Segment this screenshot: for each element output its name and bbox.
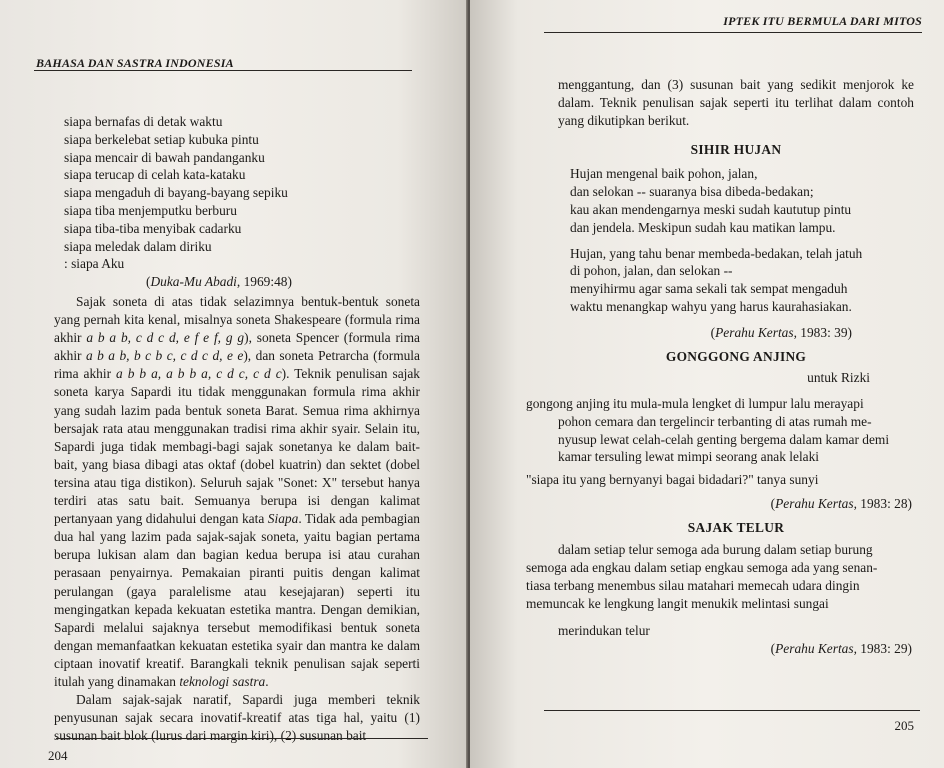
poem-title-gonggong-anjing: GONGGONG ANJING — [665, 348, 807, 364]
poem-line: siapa mengaduh di bayang-bayang sepiku — [64, 185, 288, 201]
poem-line: menyihirmu agar sama sekali tak sempat mengaduh — [570, 281, 848, 297]
poem-line: siapa tiba-tiba menyibak cadarku — [64, 220, 242, 236]
poem-line: merindukan telur — [558, 623, 650, 639]
poem-line: kau akan mendengarnya meski sudah kaututup pintu — [570, 201, 852, 217]
poem-line: Hujan, yang tahu benar membeda-bedakan, telah jatuh — [570, 245, 863, 261]
poem-line: di pohon, jalan, dan selokan -- — [570, 263, 733, 279]
poem-line: siapa bernafas di detak waktu — [64, 114, 223, 129]
poem-sonet-x — [64, 113, 424, 291]
page-number-right: 205 — [894, 718, 914, 733]
paragraph-sonnet-analysis: Sajak soneta di atas tidak selazimnya bentuk-bentuk soneta yang pernah kita kenal, misalnya soneta Shakespeare (formula rima akhir a b a b, c d c d, e f e f, g g), soneta Spencer (formula rima akhir a b a b, b c b c, c d c d, e e), dan soneta Petrarcha (formula rima akhir a b b a, a b b a, c d c, c d c). Teknik penulisan sajak soneta karya Sapardi itu tidak menggunakan formula rima akhir yang sudah lazim pada bentuk soneta Barat. Semua rima akhirnya bersajak rata atau menggunakan tradisi rima akhir syair. Selain itu, Sapardi juga tidak membagi-bagi sajak sonetanya ke dalam bait-bait, yang biasa dibagi atas oktaf (dobel kuatrin) dan sektet (dobel tersina atau tiga distikon). Seluruh sajak "Sonet: X" tersebut hanya terdiri atas satu bait. Semuanya berupa isi dengan kalimat pertanyaan yang didahului dengan kata Siapa. Tidak ada pembagian dua hal yang lazim pada sajak-sajak soneta, yaitu bagian pertama berupa lukisan alam dan bagian kedua berupa isi atau curahan perasaan penyairnya. Pemakaian piranti puitis dengan kalimat perulangan (gaya paralelisme atau kesejajaran) seperti itu mengingatkan kepada kekuatan estetika mantra. Dengan demikian, Sapardi melalui sajaknya tersebut memodifikasi bentuk soneta dengan memanfaatkan kekuatan estetika syair dan mantra ke dalam ciptaan inovatif kreatif. Barangkali teknik penulisan sajak seperti itulah yang dinamakan teknologi sastra. — [54, 294, 420, 689]
poem-line: nyusup lewat celah-celah genting bergema dalam kamar demi — [558, 431, 890, 447]
poem-citation: (Duka-Mu Abadi, 1969:48) — [146, 274, 292, 290]
left-page — [0, 0, 468, 768]
running-head-left: BAHASA DAN SASTRA INDONESIA — [36, 56, 234, 70]
right-page — [470, 0, 944, 768]
poem-sajak-telur — [526, 541, 916, 640]
poem-line: : siapa Aku — [64, 256, 125, 272]
poem-line: "siapa itu yang bernyanyi bagai bidadari?" tanya sunyi — [526, 472, 819, 488]
running-head-right: IPTEK ITU BERMULA DARI MITOS — [723, 14, 922, 28]
paragraph-narrative: Dalam sajak-sajak naratif, Sapardi juga memberi teknik penyusunan sajak secara inovatif-kreatif atas tiga hal, yaitu (1) susunan bait blok (lurus dari margin kiri), (2) susunan bait — [54, 692, 420, 744]
poem-line: dan jendela. Meskipun sudah kau matikan lampu. — [570, 219, 836, 235]
poem-title-sihir-hujan: SIHIR HUJAN — [690, 142, 782, 158]
header-rule-left — [34, 70, 412, 71]
poem-line: semoga ada engkau dalam setiap engkau semoga ada yang senan- — [526, 560, 878, 575]
poem-line: gongong anjing itu mula-mula lengket di lumpur lalu merayapi — [526, 396, 864, 412]
body-text-right — [526, 76, 914, 658]
poem-line: pohon cemara dan tergelincir terbanting di atas rumah me- — [558, 413, 872, 429]
poem-citation: (Perahu Kertas, 1983: 29) — [770, 641, 912, 657]
header-rule-right — [544, 32, 922, 33]
poem-title-sajak-telur: SAJAK TELUR — [687, 520, 785, 536]
poem-line: memuncak ke lengkung langit menukik melintasi sungai — [526, 595, 829, 611]
poem-gonggong-anjing — [526, 395, 916, 489]
footer-rule-left — [56, 738, 428, 739]
poem-line: dalam setiap telur semoga ada burung dalam setiap burung — [558, 542, 873, 558]
footer-rule-right — [544, 710, 920, 711]
poem-line: siapa terucap di celah kata-kataku — [64, 167, 246, 183]
poem-line: siapa meledak dalam diriku — [64, 238, 212, 254]
poem-citation: (Perahu Kertas, 1983: 39) — [710, 324, 852, 340]
poem-line: Hujan mengenal baik pohon, jalan, — [570, 166, 758, 182]
poem-line: tiasa terbang menembus silau matahari memecah udara dingin — [526, 577, 860, 593]
poem-line: waktu menangkap wahyu yang harus kaurahasiakan. — [570, 298, 852, 314]
paragraph-intro: menggantung, dan (3) susunan bait yang sedikit menjorok ke dalam. Teknik penulisan sajak seperti itu terlihat dalam contoh yang dikutipkan berikut. — [558, 77, 914, 129]
poem-line: siapa berkelebat setiap kubuka pintu — [64, 131, 259, 147]
poem-line: kamar tersuling lewat mimpi seorang anak lelaki — [558, 449, 820, 465]
page-number-left: 204 — [48, 748, 68, 763]
poem-line: siapa mencair di bawah pandanganku — [64, 149, 265, 165]
body-paragraphs-left — [54, 293, 420, 745]
poem-citation: (Perahu Kertas, 1983: 28) — [770, 496, 912, 512]
poem-line: dan selokan -- suaranya bisa dibeda-bedakan; — [570, 184, 814, 200]
poem-dedication: untuk Rizki — [807, 369, 870, 385]
poem-line: siapa tiba menjemputku berburu — [64, 202, 237, 218]
poem-sihir-hujan — [558, 165, 914, 315]
